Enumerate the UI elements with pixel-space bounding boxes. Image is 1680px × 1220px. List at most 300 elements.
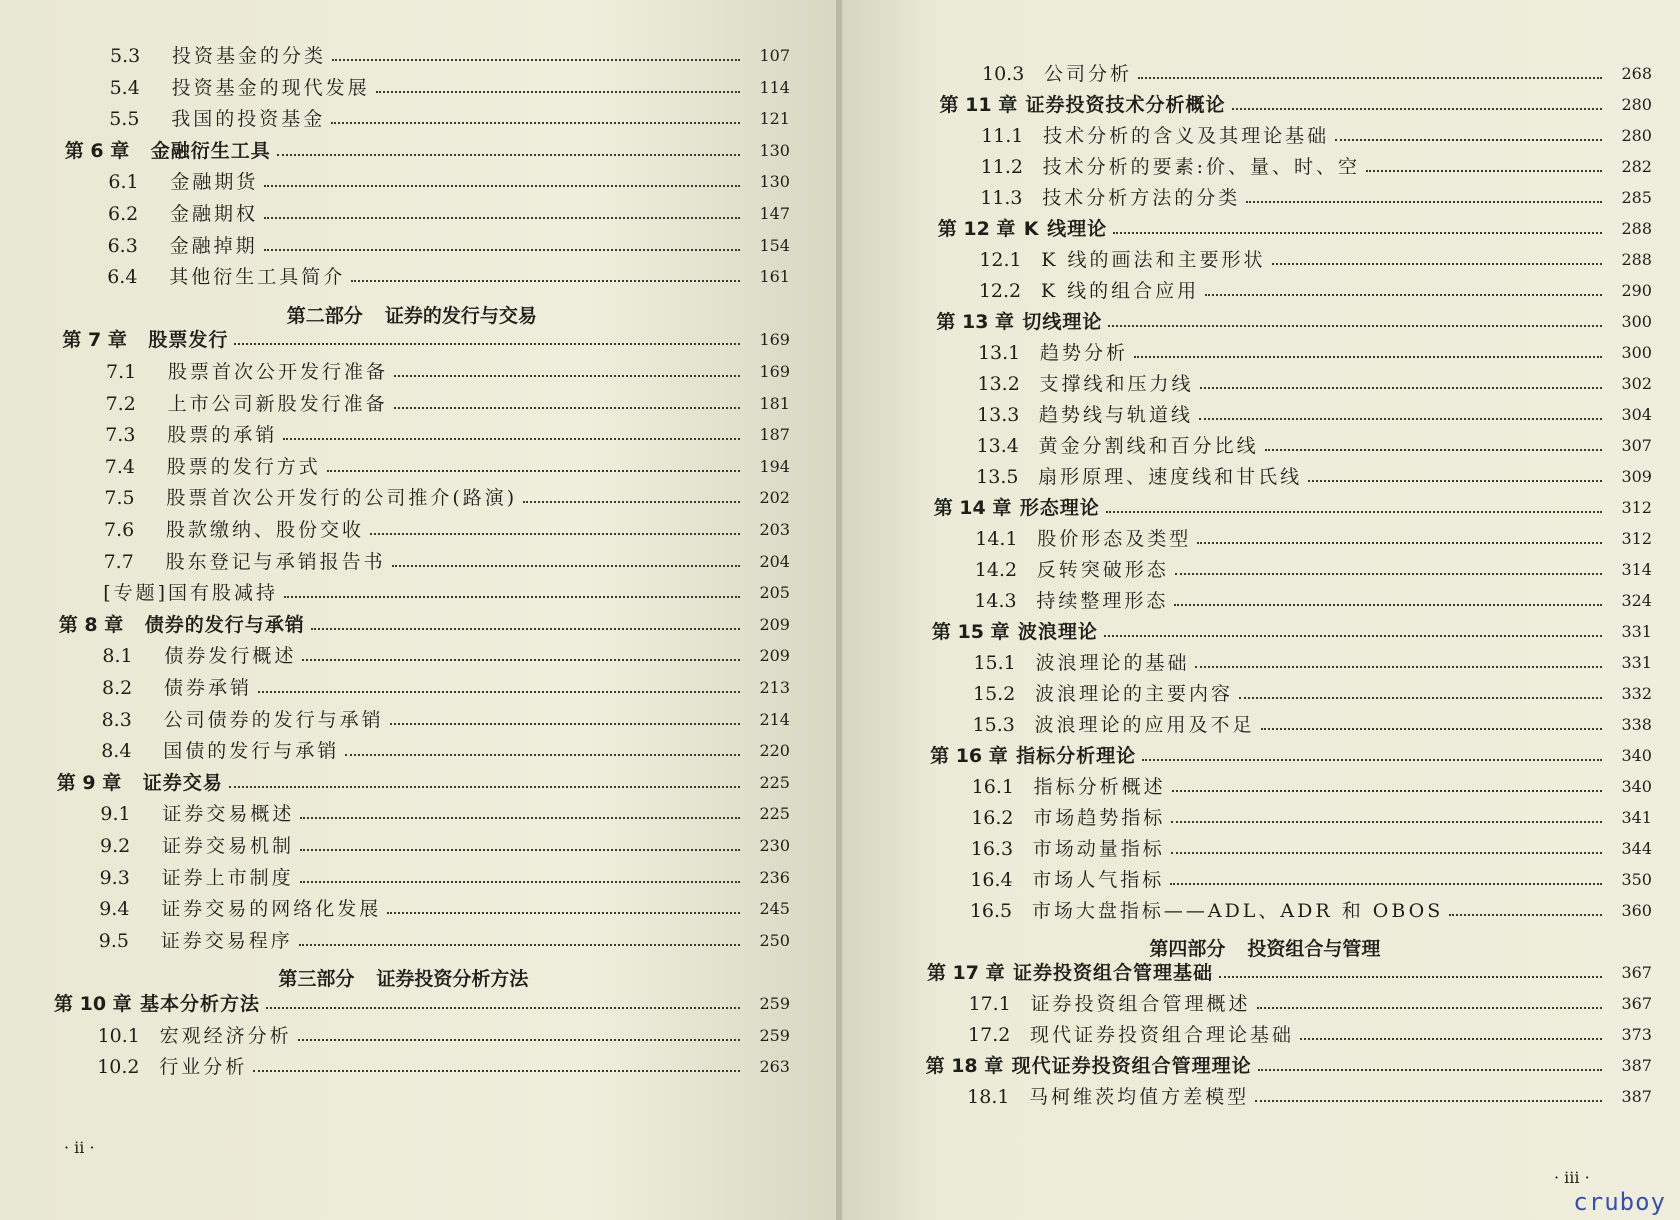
page-number: 209	[759, 646, 790, 666]
toc-section-row[interactable]	[107, 265, 790, 289]
toc-chapter-row[interactable]	[65, 139, 790, 163]
dot-leader	[1170, 883, 1602, 885]
dot-leader	[300, 817, 740, 819]
section-number: 5.5	[109, 108, 140, 131]
part-heading	[1149, 934, 1402, 961]
dot-leader	[299, 944, 740, 946]
dot-leader	[376, 91, 740, 93]
toc-section-row[interactable]	[110, 44, 790, 68]
chapter-number: 第 16 章	[930, 745, 1008, 767]
section-title: 马柯维茨均值方差模型	[1029, 1086, 1250, 1108]
dot-leader	[1113, 232, 1602, 234]
toc-section-row[interactable]	[971, 837, 1652, 861]
section-number: 16.5	[969, 900, 1013, 922]
section-title: 持续整理形态	[1036, 590, 1169, 612]
page-number: 107	[759, 46, 790, 65]
section-number: 8.4	[101, 740, 132, 763]
toc-section-row[interactable]	[104, 550, 790, 574]
toc-chapter-row[interactable]	[59, 613, 790, 637]
page-number: 331	[1621, 622, 1652, 641]
section-number: 14.1	[975, 528, 1018, 550]
section-number: 6.4	[107, 266, 138, 289]
chapter-number: 第 12 章	[937, 218, 1016, 240]
dot-leader	[387, 912, 740, 914]
dot-leader	[1106, 511, 1602, 513]
dot-leader	[1261, 728, 1602, 730]
dot-leader	[300, 881, 740, 883]
page-number: 302	[1621, 374, 1652, 393]
chapter-title: 证券投资技术分析概论	[1025, 94, 1226, 116]
dot-leader	[298, 1039, 740, 1041]
dot-leader	[1449, 914, 1602, 916]
dot-leader	[1175, 573, 1602, 575]
dot-leader	[277, 154, 740, 156]
chapter-number: 第 10 章	[54, 993, 132, 1015]
section-number: 11.2	[980, 156, 1023, 178]
section-title: 市场人气指标	[1032, 869, 1165, 891]
section-title: 技术分析方法的分类	[1042, 187, 1241, 209]
section-title: 市场大盘指标——ADL、ADR 和 OBOS	[1031, 900, 1444, 922]
dot-leader	[1308, 480, 1602, 482]
dot-leader	[283, 438, 740, 440]
page-number: 205	[759, 583, 790, 603]
toc-section-row[interactable]	[99, 897, 790, 921]
chapter-title: 债券的发行与承销	[144, 613, 305, 636]
page-number: 147	[759, 204, 790, 223]
section-number: 16.4	[970, 869, 1013, 891]
section-number: 8.3	[101, 708, 132, 731]
section-title: 技术分析的要素:价、量、时、空	[1042, 156, 1361, 178]
section-title: 扇形原理、速度线和甘氏线	[1038, 466, 1303, 488]
section-title: 黄金分割线和百分比线	[1038, 435, 1259, 457]
dot-leader	[284, 596, 740, 598]
page-number: 187	[759, 425, 790, 445]
dot-leader	[345, 754, 740, 756]
toc-section-row[interactable]	[968, 1023, 1652, 1047]
toc-section-row[interactable]	[108, 202, 790, 226]
page-number: 202	[759, 488, 790, 508]
section-number: 10.1	[97, 1024, 140, 1047]
section-title: 波浪理论的主要内容	[1035, 683, 1234, 705]
dot-leader	[1265, 449, 1602, 451]
dot-leader	[392, 565, 740, 567]
toc-section-row[interactable]	[979, 279, 1652, 303]
dot-leader	[1108, 325, 1602, 327]
dot-leader	[1134, 356, 1602, 358]
dot-leader	[1272, 263, 1602, 265]
section-number: 14.3	[974, 590, 1017, 612]
dot-leader	[351, 280, 740, 282]
section-title: 市场趋势指标	[1033, 807, 1166, 829]
chapter-title: 金融衍生工具	[150, 139, 271, 162]
page-number: 225	[759, 772, 790, 792]
page-number: 300	[1621, 343, 1652, 362]
dot-leader	[1246, 201, 1602, 203]
page-number: 250	[759, 930, 790, 950]
section-number: 15.1	[973, 652, 1016, 674]
section-number: 7.2	[105, 392, 136, 415]
chapter-title: 股票发行	[148, 329, 229, 352]
toc-section-row[interactable]	[976, 465, 1652, 489]
chapter-number: 第 9 章	[56, 771, 122, 794]
chapter-title: 基本分析方法	[140, 993, 261, 1015]
toc-chapter-row[interactable]	[57, 771, 790, 795]
page-number: 304	[1621, 405, 1652, 424]
toc-chapter-row[interactable]	[62, 328, 790, 352]
toc-section-row[interactable]	[967, 1085, 1652, 1109]
section-number: 16.2	[971, 807, 1014, 829]
section-title: 股款缴纳、股份交收	[166, 519, 365, 541]
page-number: 367	[1621, 994, 1652, 1013]
toc-section-row[interactable]	[973, 651, 1652, 675]
dot-leader	[1171, 852, 1602, 854]
page-number: 169	[759, 330, 790, 350]
chapter-title: 切线理论	[1022, 311, 1103, 333]
toc-section-row[interactable]	[977, 434, 1652, 458]
page-number: 288	[1621, 219, 1652, 238]
dot-leader	[266, 1007, 740, 1009]
chapter-number: 第 13 章	[936, 311, 1015, 333]
section-title: 证券交易机制	[162, 835, 295, 857]
page-number: 285	[1621, 188, 1652, 207]
dot-leader	[1104, 635, 1602, 637]
section-number: 9.2	[100, 835, 131, 857]
page-number: 350	[1621, 870, 1652, 889]
section-title: 证券交易概述	[162, 803, 295, 826]
section-number: 13.2	[977, 373, 1020, 395]
dot-leader	[1195, 666, 1602, 668]
toc-section-row[interactable]	[980, 186, 1652, 210]
section-number: 7.6	[104, 519, 135, 541]
section-title: 现代证券投资组合理论基础	[1030, 1024, 1295, 1046]
toc-section-row[interactable]	[973, 713, 1652, 737]
dot-leader	[1138, 77, 1602, 79]
dot-leader	[264, 185, 740, 187]
dot-leader	[1300, 1038, 1602, 1040]
page-number: 312	[1621, 529, 1652, 548]
page-number: 213	[759, 678, 790, 697]
toc-section-row[interactable]	[982, 62, 1652, 86]
section-title: 波浪理论的应用及不足	[1034, 714, 1255, 736]
section-number: 13.4	[976, 435, 1019, 457]
toc-section-row[interactable]	[981, 124, 1652, 148]
section-title: 支撑线和压力线	[1039, 373, 1194, 395]
section-title: 证券上市制度	[161, 866, 294, 889]
chapter-title: 证券交易	[142, 771, 223, 794]
dot-leader	[1335, 139, 1602, 141]
toc-section-row[interactable]	[972, 775, 1652, 799]
dot-leader	[1232, 108, 1602, 110]
section-title: 行业分析	[159, 1056, 248, 1079]
dot-leader	[1200, 387, 1602, 389]
toc-section-row[interactable]	[971, 806, 1652, 830]
toc-section-row[interactable]	[108, 234, 790, 258]
page-number: 387	[1621, 1087, 1652, 1106]
page-number: 307	[1621, 436, 1652, 455]
toc-section-row[interactable]	[100, 834, 790, 858]
section-title: 反转突破形态	[1036, 559, 1169, 581]
watermark: cruboy	[1573, 1188, 1666, 1216]
section-title: 技术分析的含义及其理论基础	[1043, 125, 1330, 147]
section-title: 证券交易的网络化发展	[161, 898, 382, 921]
page-number: 340	[1621, 746, 1652, 765]
toc-section-row[interactable]	[109, 107, 790, 131]
part-heading	[278, 964, 550, 991]
toc-section-row[interactable]	[105, 423, 790, 447]
dot-leader	[1258, 1069, 1602, 1071]
section-number: 16.1	[971, 776, 1014, 798]
dot-leader	[1219, 976, 1602, 978]
section-title: [专题]国有股减持	[103, 582, 279, 605]
section-title: K 线的画法和主要形状	[1041, 249, 1266, 271]
section-number: 7.4	[104, 455, 136, 478]
page-number: 236	[759, 867, 790, 887]
page-number: 263	[759, 1057, 790, 1077]
part-title: 投资组合与管理	[1247, 938, 1381, 960]
toc-chapter-row[interactable]	[927, 961, 1652, 985]
section-title: 投资基金的现代发展	[171, 76, 370, 99]
chapter-number: 第 11 章	[939, 94, 1018, 116]
section-number: 15.2	[973, 683, 1016, 705]
page-number: 331	[1621, 653, 1652, 672]
toc-chapter-row[interactable]	[936, 310, 1652, 334]
page-number: 373	[1621, 1025, 1652, 1044]
section-title: K 线的组合应用	[1040, 280, 1200, 302]
dot-leader	[1197, 542, 1602, 544]
section-title: 股票首次公开发行的公司推介(路演)	[166, 487, 518, 510]
section-title: 宏观经济分析	[159, 1024, 292, 1047]
toc-chapter-row[interactable]	[938, 217, 1652, 241]
chapter-title: K 线理论	[1023, 218, 1108, 240]
chapter-number: 第 18 章	[925, 1055, 1004, 1077]
section-title: 我国的投资基金	[171, 108, 326, 131]
chapter-number: 第 7 章	[62, 329, 127, 352]
toc-section-row[interactable]	[970, 868, 1652, 892]
toc-section-row[interactable]	[102, 676, 790, 700]
right-folio: · iii ·	[1554, 1168, 1590, 1187]
chapter-title: 指标分析理论	[1016, 745, 1137, 767]
section-number: 9.4	[99, 898, 130, 921]
dot-leader	[370, 533, 740, 535]
section-number: 7.3	[105, 424, 136, 447]
dot-leader	[394, 407, 740, 409]
section-number: 7.5	[104, 487, 135, 510]
section-number: 17.2	[968, 1024, 1011, 1046]
toc-section-row[interactable]	[106, 392, 790, 416]
dot-leader	[300, 849, 740, 851]
page-number: 324	[1621, 591, 1652, 610]
section-number: 17.1	[968, 993, 1011, 1015]
toc-section-row[interactable]	[981, 155, 1652, 179]
toc-section-row[interactable]	[103, 581, 790, 605]
section-number: 16.3	[970, 838, 1014, 860]
section-number: 13.5	[976, 466, 1019, 488]
section-title: 证券投资组合管理概述	[1030, 993, 1251, 1015]
dot-leader	[1172, 790, 1602, 792]
section-title: 债券承销	[164, 677, 253, 699]
toc-section-row[interactable]	[969, 992, 1653, 1016]
toc-chapter-row[interactable]	[54, 992, 790, 1016]
page-number: 209	[759, 614, 790, 634]
toc-section-row[interactable]	[97, 1055, 790, 1079]
dot-leader	[258, 691, 740, 693]
page-number: 280	[1621, 95, 1652, 114]
page-number: 340	[1621, 777, 1652, 796]
page-number: 121	[759, 109, 790, 129]
page-number: 288	[1621, 250, 1652, 269]
toc-section-row[interactable]	[98, 1024, 790, 1048]
toc-section-row[interactable]	[970, 899, 1652, 923]
part-number: 第二部分	[286, 304, 363, 327]
dot-leader	[1205, 294, 1602, 296]
page-number: 290	[1621, 281, 1652, 300]
toc-section-row[interactable]	[973, 682, 1652, 706]
section-title: 金融期货	[170, 171, 259, 194]
section-number: 12.1	[979, 249, 1022, 271]
toc-section-row[interactable]	[104, 486, 790, 510]
toc-chapter-row[interactable]	[934, 496, 1652, 520]
toc-section-row[interactable]	[975, 558, 1652, 582]
section-title: 股东登记与承销报告书	[165, 550, 386, 573]
page-number: 169	[759, 362, 790, 381]
chapter-title: 现代证券投资组合管理理论	[1011, 1055, 1252, 1077]
page-number: 204	[759, 551, 790, 571]
section-number: 7.7	[103, 550, 134, 573]
section-title: 股票的承销	[167, 424, 278, 447]
chapter-number: 第 6 章	[64, 139, 130, 162]
page-number: 312	[1621, 498, 1652, 517]
section-number: 8.2	[102, 677, 133, 699]
section-title: 其他衍生工具简介	[169, 266, 346, 289]
section-title: 债券发行概述	[164, 645, 297, 668]
page-number: 282	[1621, 157, 1652, 176]
section-title: 公司债券的发行与承销	[163, 708, 384, 731]
page-number: 259	[759, 994, 790, 1013]
section-title: 国债的发行与承销	[163, 740, 340, 763]
dot-leader	[1199, 418, 1602, 420]
toc-section-row[interactable]	[110, 76, 790, 100]
dot-leader	[264, 217, 740, 219]
section-number: 12.2	[978, 280, 1022, 302]
section-title: 金融掉期	[169, 234, 258, 257]
toc-section-row[interactable]	[100, 802, 790, 826]
section-number: 5.3	[110, 45, 141, 67]
section-title: 市场动量指标	[1032, 838, 1165, 860]
dot-leader	[1239, 697, 1602, 699]
toc-section-row[interactable]	[978, 372, 1653, 396]
section-number: 9.3	[99, 866, 130, 889]
section-title: 公司分析	[1044, 63, 1133, 85]
dot-leader	[229, 786, 740, 788]
part-title: 证券的发行与交易	[384, 304, 537, 327]
dot-leader	[264, 249, 740, 251]
section-number: 18.1	[967, 1086, 1010, 1108]
section-number: 13.1	[977, 342, 1021, 364]
section-number: 11.1	[981, 125, 1024, 147]
dot-leader	[1255, 1100, 1602, 1102]
page-number: 225	[759, 804, 790, 824]
section-title: 投资基金的分类	[172, 45, 327, 67]
page-number: 332	[1621, 684, 1652, 703]
page-number: 387	[1621, 1056, 1652, 1075]
dot-leader	[311, 628, 740, 630]
section-number: 6.3	[107, 234, 138, 257]
toc-section-row[interactable]	[977, 403, 1652, 427]
toc-section-row[interactable]	[102, 644, 790, 668]
page-number: 220	[759, 741, 790, 761]
dot-leader	[390, 723, 740, 725]
page-number: 367	[1621, 963, 1652, 982]
page-number: 259	[759, 1025, 790, 1045]
section-title: 股票首次公开发行准备	[168, 361, 389, 383]
toc-section-row[interactable]	[975, 527, 1652, 551]
chapter-number: 第 14 章	[933, 497, 1012, 519]
toc-section-row[interactable]	[104, 518, 790, 542]
dot-leader	[394, 375, 740, 377]
dot-leader	[1171, 821, 1602, 823]
toc-section-row[interactable]	[974, 589, 1652, 613]
page-number: 280	[1621, 126, 1652, 145]
section-title: 趋势分析	[1039, 342, 1128, 364]
dot-leader	[1142, 759, 1602, 761]
section-title: 证券交易程序	[160, 929, 293, 952]
page-number: 300	[1621, 312, 1652, 331]
chapter-title: 形态理论	[1019, 497, 1100, 519]
toc-section-row[interactable]	[978, 341, 1652, 365]
page-number: 130	[759, 140, 790, 160]
page-number: 338	[1621, 715, 1652, 734]
dot-leader	[1366, 170, 1602, 172]
page-number: 341	[1621, 808, 1652, 827]
section-number: 9.5	[98, 929, 130, 952]
toc-chapter-row[interactable]	[940, 93, 1652, 117]
page-number: 309	[1621, 467, 1652, 486]
section-title: 上市公司新股发行准备	[167, 392, 388, 415]
left-folio: · ii ·	[64, 1138, 95, 1157]
page-number: 181	[759, 393, 790, 413]
section-title: 波浪理论的基础	[1035, 652, 1190, 674]
toc-section-row[interactable]	[106, 360, 790, 384]
page-number: 203	[759, 520, 790, 539]
dot-leader	[253, 1070, 740, 1072]
dot-leader	[332, 59, 740, 61]
section-number: 8.1	[102, 645, 133, 668]
page-number: 344	[1621, 839, 1652, 858]
section-title: 趋势线与轨道线	[1039, 404, 1194, 426]
toc-section-row[interactable]	[105, 455, 790, 479]
part-title: 证券投资分析方法	[376, 968, 529, 991]
section-number: 10.2	[97, 1056, 140, 1079]
page-number: 161	[759, 267, 790, 287]
page-number: 245	[759, 899, 790, 919]
toc-section-row[interactable]	[100, 866, 790, 890]
section-number: 6.2	[108, 203, 139, 225]
toc-chapter-row[interactable]	[932, 620, 1652, 644]
page-number: 230	[759, 836, 790, 855]
toc-section-row[interactable]	[102, 708, 790, 732]
chapter-number: 第 8 章	[58, 613, 124, 636]
toc-section-row[interactable]	[108, 170, 790, 194]
dot-leader	[1174, 604, 1602, 606]
chapter-title: 证券投资组合管理基础	[1012, 962, 1213, 984]
toc-chapter-row[interactable]	[930, 744, 1652, 768]
toc-section-row[interactable]	[979, 248, 1652, 272]
section-title: 指标分析概述	[1033, 776, 1166, 798]
dot-leader	[1257, 1007, 1602, 1009]
toc-section-row[interactable]	[101, 739, 790, 763]
toc-section-row[interactable]	[99, 929, 790, 953]
toc-chapter-row[interactable]	[926, 1054, 1652, 1078]
